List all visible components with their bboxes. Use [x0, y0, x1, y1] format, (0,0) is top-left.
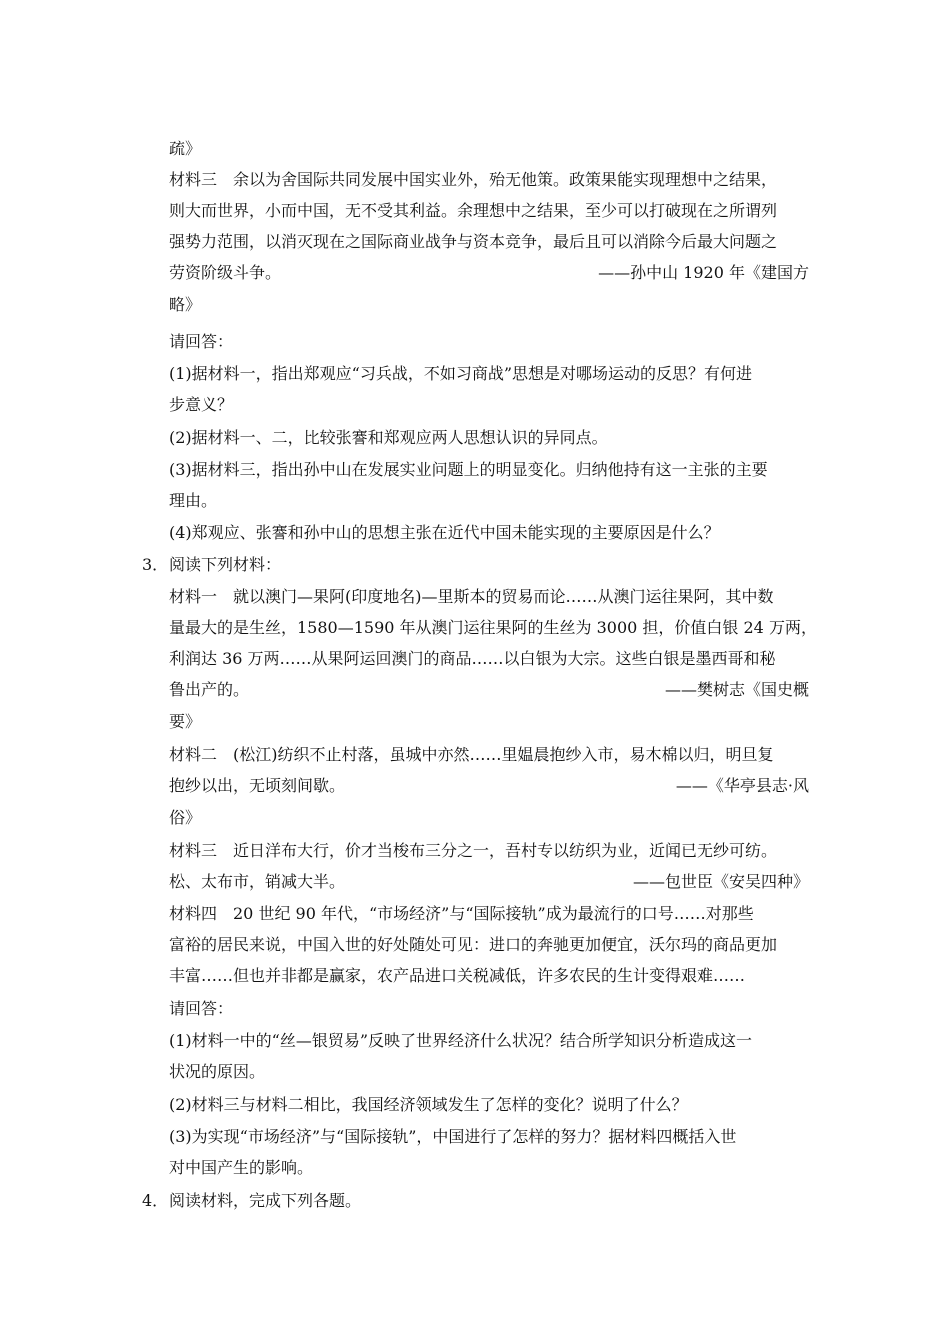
material-4-line: 丰富……但也并非都是赢家，农产品进口关税减低，许多农民的生计变得艰难…… — [169, 966, 746, 985]
material-1-row — [169, 675, 809, 704]
sub-question-3-cont: 对中国产生的影响。 — [169, 1158, 314, 1177]
citation-continuation: 俗》 — [169, 808, 202, 827]
sub-question-1-cont: 状况的原因。 — [169, 1062, 266, 1081]
material-4-line: 材料四 20 世纪 90 年代，“市场经济”与“国际接轨”成为最流行的口号……对那些 — [169, 904, 754, 923]
material-3-row — [169, 867, 809, 896]
citation-source: ——《华亭县志·风 — [675, 776, 809, 795]
material-4-line: 富裕的居民来说，中国入世的好处随处可见：进口的奔驰更加便宜，沃尔玛的商品更加 — [169, 935, 778, 954]
material-3-line: 强势力范围，以消灭现在之国际商业战争与资本竞争，最后且可以消除今后最大问题之 — [169, 232, 778, 251]
sub-question-3: (3)为实现“市场经济”与“国际接轨”，中国进行了怎样的努力？据材料四概括入世 — [169, 1127, 737, 1146]
citation-source: ——孙中山 1920 年《建国方 — [598, 263, 809, 282]
sub-question-1: (1)据材料一，指出郑观应“习兵战，不如习商战”思想是对哪场运动的反思？有何进 — [169, 364, 753, 383]
material-3-line: 材料三 近日洋布大行，价才当梭布三分之一，吾村专以纺织为业，近闻已无纱可纺。 — [169, 841, 778, 860]
citation-source: ——包世臣《安吴四种》 — [632, 872, 809, 891]
question-number: 3． — [142, 555, 169, 574]
citation-continuation: 略》 — [169, 295, 202, 314]
sub-question-2: (2)材料三与材料二相比，我国经济领域发生了怎样的变化？说明了什么？ — [169, 1095, 688, 1114]
sub-question-4: (4)郑观应、张謇和孙中山的思想主张在近代中国未能实现的主要原因是什么？ — [169, 523, 720, 542]
material-3-row — [169, 258, 809, 287]
question-heading: 阅读材料，完成下列各题。 — [169, 1191, 362, 1210]
material-1-line: 鲁出产的。 — [169, 680, 250, 699]
sub-question-1: (1)材料一中的“丝—银贸易”反映了世界经济什么状况？结合所学知识分析造成这一 — [169, 1031, 753, 1050]
material-1-line: 利润达 36 万两……从果阿运回澳门的商品……以白银为大宗。这些白银是墨西哥和秘 — [169, 649, 776, 668]
material-2-line: 抱纱以出，无顷刻间歇。 — [169, 776, 346, 795]
material-3-line: 则大而世界，小而中国，无不受其利益。余理想中之结果，至少可以打破现在之所谓列 — [169, 201, 778, 220]
citation-source: ——樊树志《国史概 — [664, 680, 809, 699]
question-heading: 阅读下列材料： — [169, 555, 282, 574]
question-number: 4． — [142, 1191, 169, 1210]
material-2-line: 材料二 (松江)纺织不止村落，虽城中亦然……里媪晨抱纱入市，易木棉以归，明旦复 — [169, 745, 774, 764]
sub-question-2: (2)据材料一、二，比较张謇和郑观应两人思想认识的异同点。 — [169, 428, 608, 447]
source-continuation: 疏》 — [169, 139, 202, 158]
answer-prompt: 请回答： — [169, 332, 234, 351]
material-1-line: 量最大的是生丝，1580—1590 年从澳门运往果阿的生丝为 3000 担，价值白银 24 万两， — [169, 618, 817, 637]
sub-question-1-cont: 步意义？ — [169, 395, 234, 414]
material-3-line: 劳资阶级斗争。 — [169, 263, 282, 282]
material-3-line: 松、太布市，销减大半。 — [169, 872, 346, 891]
answer-prompt: 请回答： — [169, 999, 234, 1018]
sub-question-3: (3)据材料三，指出孙中山在发展实业问题上的明显变化。归纳他持有这一主张的主要 — [169, 460, 768, 479]
citation-continuation: 要》 — [169, 712, 202, 731]
material-3-line: 材料三 余以为舍国际共同发展中国实业外，殆无他策。政策果能实现理想中之结果， — [169, 170, 778, 189]
material-1-line: 材料一 就以澳门—果阿(印度地名)—里斯本的贸易而论……从澳门运往果阿，其中数 — [169, 587, 774, 606]
material-2-row — [169, 771, 809, 800]
sub-question-3-cont: 理由。 — [169, 491, 218, 510]
